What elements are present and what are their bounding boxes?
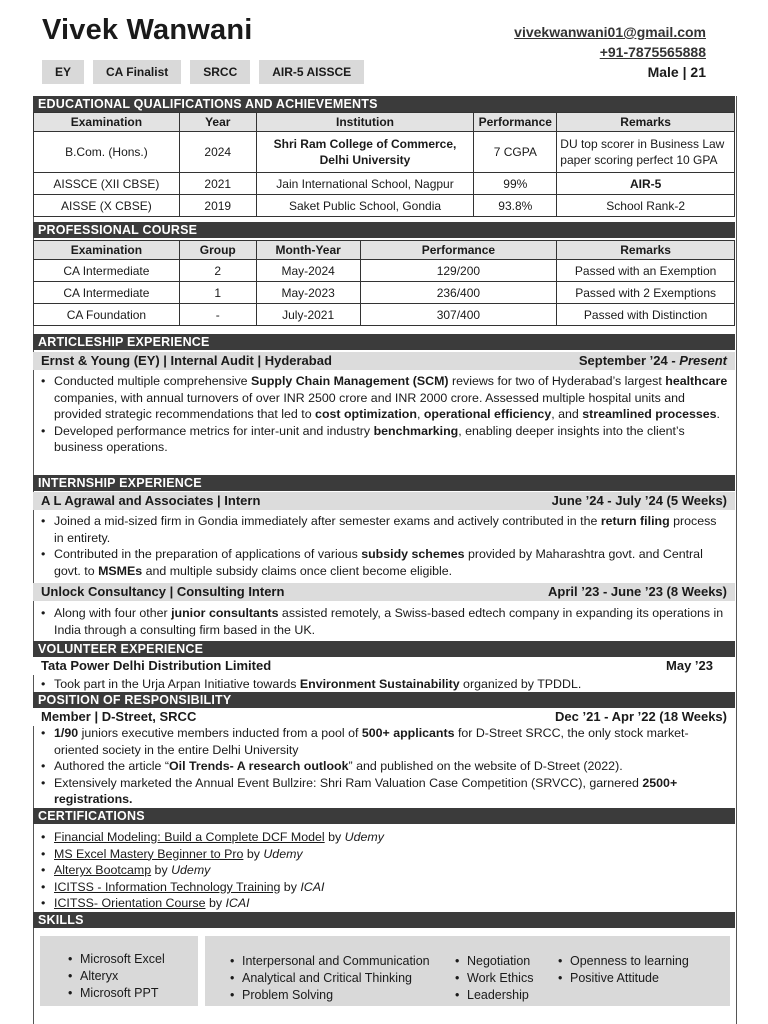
internship-org-1: A L Agrawal and Associates | Intern — [41, 493, 261, 508]
cell: AISSE (X CBSE) — [34, 195, 180, 217]
col-examination: Examination — [34, 113, 180, 132]
list-item: • Contributed in the preparation of applications of various subsidy schemes provided by Maharashtra govt. and Central govt. to MSMEs and multiple subsidy claims once client become eligible. — [38, 546, 728, 579]
cell: B.Com. (Hons.) — [34, 132, 180, 173]
cell: May-2023 — [256, 282, 360, 304]
profile-tags — [42, 60, 364, 84]
list-item: • Alteryx Bootcamp by Udemy — [38, 862, 728, 879]
section-articleship-title: ARTICLESHIP EXPERIENCE — [33, 334, 735, 350]
cell: - — [179, 304, 256, 326]
professional-table — [33, 240, 735, 326]
list-item: • Microsoft PPT — [66, 985, 165, 1002]
cell: 7 CGPA — [474, 132, 557, 173]
list-item: • Conducted multiple comprehensive Supply Chain Management (SCM) reviews for two of Hyderabad’s largest healthcare companies, with annual turnovers of over INR 2500 crore and INR 2000 crore. Assessed multiple hospital units and provided strategic recommendations that led to cost optimization, operational efficiency, and streamlined processes. — [38, 373, 728, 423]
section-internship-title: INTERNSHIP EXPERIENCE — [33, 475, 735, 491]
cell: 129/200 — [360, 260, 557, 282]
cell: 2021 — [179, 173, 256, 195]
list-item: • MS Excel Mastery Beginner to Pro by Udemy — [38, 846, 728, 863]
cell: 2 — [179, 260, 256, 282]
cell: Passed with an Exemption — [557, 260, 735, 282]
volunteer-date: May ’23 — [666, 658, 713, 673]
cell: Passed with 2 Exemptions — [557, 282, 735, 304]
section-volunteer-title: VOLUNTEER EXPERIENCE — [33, 641, 735, 657]
table-row — [34, 195, 735, 217]
date-present: Present — [679, 353, 727, 368]
certification-link[interactable]: Financial Modeling: Build a Complete DCF Model — [54, 830, 325, 844]
list-item: • Authored the article “Oil Trends- A research outlook” and published on the website of D-Street (2022). — [38, 758, 728, 775]
list-item: • Extensively marketed the Annual Event Bullzire: Shri Ram Valuation Case Competition (SRVCC), garnered 2500+ registrations. — [38, 775, 728, 808]
cell: 236/400 — [360, 282, 557, 304]
certification-link[interactable]: Alteryx Bootcamp — [54, 863, 152, 877]
col-examination: Examination — [34, 241, 180, 260]
table-header-row — [34, 241, 735, 260]
section-education-title: EDUCATIONAL QUALIFICATIONS AND ACHIEVEMENTS — [33, 96, 735, 112]
internship-bullets-2 — [38, 605, 728, 638]
section-certifications-title: CERTIFICATIONS — [33, 808, 735, 824]
col-performance: Performance — [474, 113, 557, 132]
internship-org-band-1 — [33, 492, 735, 510]
cell: School Rank-2 — [557, 195, 735, 217]
education-table — [33, 112, 735, 217]
internship-date-1: June ’24 - July ’24 (5 Weeks) — [551, 493, 727, 508]
col-institution: Institution — [256, 113, 474, 132]
section-skills-title: SKILLS — [33, 912, 735, 928]
cell: July-2021 — [256, 304, 360, 326]
technical-skills-list — [66, 951, 165, 1002]
cell: CA Intermediate — [34, 282, 180, 304]
responsibility-org-band — [33, 708, 735, 726]
col-group: Group — [179, 241, 256, 260]
cell: Saket Public School, Gondia — [256, 195, 474, 217]
list-item: • Took part in the Urja Arpan Initiative towards Environment Sustainability organized by TPDDL. — [38, 676, 728, 693]
articleship-bullets — [38, 373, 728, 456]
volunteer-bullets — [38, 676, 728, 693]
table-row — [34, 260, 735, 282]
soft-skills-col-1 — [228, 953, 430, 1004]
internship-date-2: April ’23 - June ’23 (8 Weeks) — [548, 584, 727, 599]
contact-block — [514, 22, 706, 82]
list-item: • Alteryx — [66, 968, 165, 985]
col-performance: Performance — [360, 241, 557, 260]
volunteer-org: Tata Power Delhi Distribution Limited — [41, 658, 272, 673]
list-item: • Positive Attitude — [556, 970, 689, 987]
cell: 99% — [474, 173, 557, 195]
tag-air5: AIR-5 AISSCE — [259, 60, 364, 84]
soft-skills-col-2 — [453, 953, 533, 1004]
cell: CA Intermediate — [34, 260, 180, 282]
section-professional-title: PROFESSIONAL COURSE — [33, 222, 735, 238]
cell: Shri Ram College of Commerce, Delhi University — [256, 132, 474, 173]
section-responsibility-title: POSITION OF RESPONSIBILITY — [33, 692, 735, 708]
list-item: • Joined a mid-sized firm in Gondia immediately after semester exams and actively contributed in the return filing process in entirety. — [38, 513, 728, 546]
articleship-org: Ernst & Young (EY) | Internal Audit | Hyderabad — [41, 353, 332, 368]
list-item: • Negotiation — [453, 953, 533, 970]
certification-link[interactable]: ICITSS- Orientation Course — [54, 896, 206, 910]
list-item: • Work Ethics — [453, 970, 533, 987]
cell: 93.8% — [474, 195, 557, 217]
list-item: • Problem Solving — [228, 987, 430, 1004]
soft-skills-col-3 — [556, 953, 689, 987]
cell: DU top scorer in Business Law paper scoring perfect 10 GPA — [557, 132, 735, 173]
cell: 2024 — [179, 132, 256, 173]
list-item: • ICITSS - Information Technology Training by ICAI — [38, 879, 728, 896]
tag-srcc: SRCC — [190, 60, 250, 84]
volunteer-org-band — [33, 657, 735, 675]
articleship-date — [579, 352, 727, 370]
certification-link[interactable]: MS Excel Mastery Beginner to Pro — [54, 846, 244, 861]
certification-link[interactable]: ICITSS - Information Technology Training — [54, 879, 281, 894]
cell: AISSCE (XII CBSE) — [34, 173, 180, 195]
list-item: • Developed performance metrics for inter-unit and industry benchmarking, enabling deeper insights into the client’s business operations. — [38, 423, 728, 456]
cell: Jain International School, Nagpur — [256, 173, 474, 195]
responsibility-bullets — [38, 725, 728, 808]
table-row — [34, 282, 735, 304]
internship-org-2: Unlock Consultancy | Consulting Intern — [41, 584, 285, 599]
list-item: • Leadership — [453, 987, 533, 1004]
col-remarks: Remarks — [557, 113, 735, 132]
list-item: • ICITSS- Orientation Course by ICAI — [38, 895, 728, 912]
list-item: • Along with four other junior consultants assisted remotely, a Swiss-based edtech company in expanding its operations in India through a consulting firm based in the UK. — [38, 605, 728, 638]
list-item: • Interpersonal and Communication — [228, 953, 430, 970]
list-item: • Microsoft Excel — [66, 951, 165, 968]
list-item: • Openness to learning — [556, 953, 689, 970]
list-item: • 1/90 juniors executive members inducted from a pool of 500+ applicants for D-Street SRCC, the only stock market-oriented society in the entire Delhi University — [38, 725, 728, 758]
list-item: • Financial Modeling: Build a Complete DCF Model by Udemy — [38, 829, 728, 846]
table-row — [34, 304, 735, 326]
col-month-year: Month-Year — [256, 241, 360, 260]
internship-org-band-2 — [33, 583, 735, 601]
cell: CA Foundation — [34, 304, 180, 326]
internship-bullets-1 — [38, 513, 728, 579]
col-year: Year — [179, 113, 256, 132]
candidate-name: Vivek Wanwani — [42, 14, 253, 46]
cell: May-2024 — [256, 260, 360, 282]
gender-age: Male | 21 — [647, 64, 706, 80]
responsibility-org: Member | D-Street, SRCC — [41, 709, 197, 724]
col-remarks: Remarks — [557, 241, 735, 260]
phone-link[interactable]: +91-7875565888 — [599, 44, 706, 60]
table-header-row — [34, 113, 735, 132]
articleship-org-band — [33, 352, 735, 370]
cell: 1 — [179, 282, 256, 304]
responsibility-date: Dec ’21 - Apr ’22 (18 Weeks) — [555, 709, 727, 724]
certification-list — [38, 829, 728, 912]
email-link[interactable]: vivekwanwani01@gmail.com — [514, 24, 706, 40]
tag-ey: EY — [42, 60, 84, 84]
table-row — [34, 132, 735, 173]
cell: 2019 — [179, 195, 256, 217]
cell: Passed with Distinction — [557, 304, 735, 326]
cell: 307/400 — [360, 304, 557, 326]
table-row — [34, 173, 735, 195]
date-start: September ’24 - — [578, 353, 680, 368]
tag-ca-finalist: CA Finalist — [93, 60, 181, 84]
cell: AIR-5 — [557, 173, 735, 195]
list-item: • Analytical and Critical Thinking — [228, 970, 430, 987]
